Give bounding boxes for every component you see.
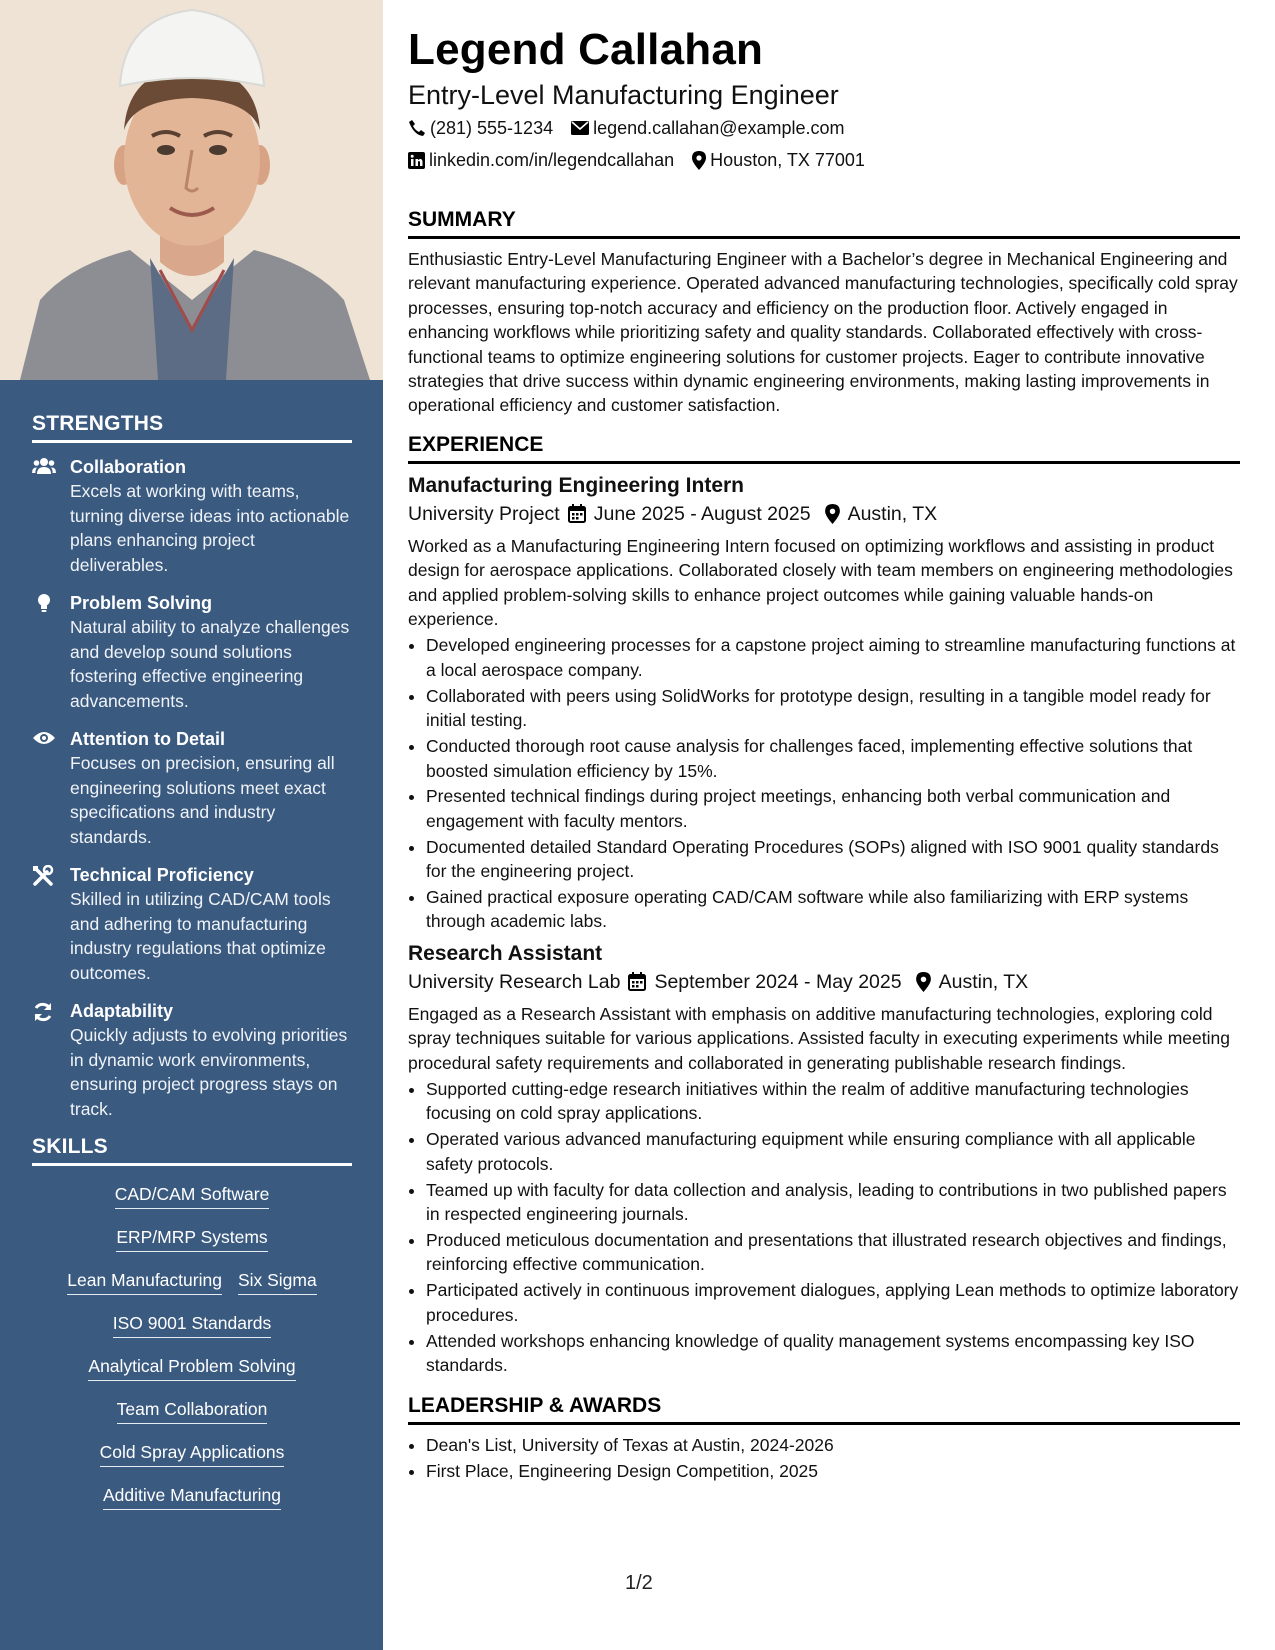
job-bullets: [408, 1077, 1240, 1377]
skill-tag: Lean Manufacturing: [67, 1268, 222, 1295]
location-contact: [692, 148, 865, 172]
strength-item: [32, 455, 352, 577]
bullet-item: • Developed engineering processes for a capstone project aiming to streamline manufacturing functions at a local aerospace company.: [426, 633, 1240, 682]
bullet-item: • Documented detailed Standard Operating Procedures (SOPs) aligned with ISO 9001 quality standards for the engineering project.: [426, 835, 1240, 884]
skill-tag: ERP/MRP Systems: [116, 1225, 267, 1252]
skill-tag: ISO 9001 Standards: [113, 1311, 272, 1338]
job-bullets: [408, 633, 1240, 933]
summary-section: [408, 207, 1240, 418]
page-number: 1/2: [625, 1572, 653, 1594]
job-location: Austin, TX: [938, 970, 1029, 993]
email-contact[interactable]: [571, 116, 844, 140]
job-meta: [408, 968, 1240, 996]
strength-title: Problem Solving: [70, 593, 213, 613]
location-text: Houston, TX 77001: [710, 150, 865, 170]
candidate-role: Entry-Level Manufacturing Engineer: [408, 80, 839, 110]
phone-icon: [408, 119, 426, 137]
linkedin-icon: [408, 152, 425, 169]
skill-tag: CAD/CAM Software: [115, 1182, 270, 1209]
contact-row: [408, 148, 1240, 172]
profile-photo: [0, 0, 383, 380]
strength-description: Quickly adjusts to evolving priorities in dynamic work environments, ensuring project progress stays on track.: [70, 1025, 348, 1119]
users-icon: [32, 455, 70, 577]
award-item: • Dean's List, University of Texas at Austin, 2024-2026: [426, 1433, 1240, 1457]
job-entry: [408, 472, 1240, 934]
sidebar-content: [32, 412, 352, 1526]
bullet-item: • Attended workshops enhancing knowledge of quality management systems encompassing key ISO standards.: [426, 1329, 1240, 1378]
envelope-icon: [571, 121, 589, 135]
linkedin-url: linkedin.com/in/legendcallahan: [429, 150, 675, 170]
summary-text: Enthusiastic Entry-Level Manufacturing Engineer with a Bachelor’s degree in Mechanical Engineering and relevant manufacturing experience. Operated advanced manufacturing technologies, specifically cold spray processes, ensuring top-notch accuracy and efficiency on the production floor. Actively engaged in enhancing workflows while prioritizing safety and quality standards. Collaborated effectively with cross-functional teams to optimize engineering solutions for customer projects. Eager to contribute innovative strategies that drive success within dynamic engineering environments, making lasting improvements in operational efficiency and customer satisfaction.: [408, 249, 1238, 416]
strength-item: [32, 591, 352, 713]
bullet-item: • Gained practical exposure operating CAD/CAM software while also familiarizing with ERP systems through academic labs.: [426, 885, 1240, 934]
strength-item: [32, 863, 352, 985]
eye-icon: [32, 727, 70, 849]
strength-description: Natural ability to analyze challenges and develop sound solutions fostering effective engineering advancements.: [70, 617, 350, 711]
leadership-heading: LEADERSHIP & AWARDS: [408, 1393, 1240, 1425]
job-title: Research Assistant: [408, 941, 603, 965]
candidate-name: Legend Callahan: [408, 25, 764, 74]
contact-row: [408, 116, 1240, 140]
sidebar: [0, 0, 383, 1650]
strength-item: [32, 727, 352, 849]
skill-tag: Cold Spray Applications: [100, 1440, 285, 1467]
tools-icon: [32, 863, 70, 985]
strength-description: Skilled in utilizing CAD/CAM tools and adhering to manufacturing industry regulations that optimize outcomes.: [70, 889, 331, 983]
job-meta: [408, 500, 1240, 528]
email-address: legend.callahan@example.com: [593, 118, 845, 138]
leadership-list: [408, 1433, 1240, 1483]
experience-section: [408, 432, 1240, 1378]
job-location: Austin, TX: [847, 502, 938, 525]
leadership-section: [408, 1393, 1240, 1483]
strength-description: Focuses on precision, ensuring all engineering solutions meet exact specifications and industry standards.: [70, 753, 335, 847]
job-organization: University Research Lab: [408, 970, 621, 993]
bullet-item: • Participated actively in continuous improvement dialogues, applying Lean methods to optimize laboratory procedures.: [426, 1278, 1240, 1327]
calendar-icon: [568, 504, 586, 523]
bullet-item: • Conducted thorough root cause analysis for challenges faced, implementing effective solutions that boosted simulation efficiency by 15%.: [426, 734, 1240, 783]
skill-tag: Six Sigma: [238, 1268, 317, 1295]
job-entry: [408, 940, 1240, 1378]
strength-item: [32, 999, 352, 1121]
job-title: Manufacturing Engineering Intern: [408, 473, 745, 497]
skill-tag: Analytical Problem Solving: [88, 1354, 295, 1381]
job-description: Engaged as a Research Assistant with emphasis on additive manufacturing technologies, exploring cold spray techniques suitable for various applications. Assisted faculty in executing experiments while meeting procedural safety requirements and collaborated in generating publishable research findings.: [408, 1003, 1230, 1073]
bullet-item: • Presented technical findings during project meetings, enhancing both verbal communication and engagement with faculty mentors.: [426, 784, 1240, 833]
bullet-item: • Collaborated with peers using SolidWorks for prototype design, resulting in a tangible model ready for initial testing.: [426, 684, 1240, 733]
map-pin-icon: [692, 151, 706, 170]
main-content: [408, 24, 1240, 1485]
bullet-item: • Supported cutting-edge research initiatives within the realm of additive manufacturing technologies focusing on cold spray applications.: [426, 1077, 1240, 1126]
skill-tag: Team Collaboration: [117, 1397, 268, 1424]
job-organization: University Project: [408, 502, 560, 525]
summary-heading: SUMMARY: [408, 207, 1240, 239]
experience-heading: EXPERIENCE: [408, 432, 1240, 464]
skills-heading: SKILLS: [32, 1135, 352, 1166]
map-pin-icon: [825, 504, 840, 524]
linkedin-contact[interactable]: [408, 148, 674, 172]
job-dates: June 2025 - August 2025: [593, 502, 811, 525]
bullet-item: • Teamed up with faculty for data collection and analysis, leading to contributions in two published papers in respected engineering journals.: [426, 1178, 1240, 1227]
skill-tag: Additive Manufacturing: [103, 1483, 281, 1510]
map-pin-icon: [916, 972, 931, 992]
lightbulb-icon: [32, 591, 70, 713]
phone-contact[interactable]: [408, 116, 553, 140]
job-dates: September 2024 - May 2025: [654, 970, 902, 993]
job-description: Worked as a Manufacturing Engineering Intern focused on optimizing workflows and assisting in product design for aerospace applications. Collaborated closely with team members on engineering methodologies and applied problem-solving skills to enhance project outcomes while gaining valuable hands-on experience.: [408, 535, 1233, 630]
award-item: • First Place, Engineering Design Competition, 2025: [426, 1459, 1240, 1483]
bullet-item: • Produced meticulous documentation and presentations that illustrated research objectives and findings, reinforcing effective communication.: [426, 1228, 1240, 1277]
sync-icon: [32, 999, 70, 1121]
strength-title: Collaboration: [70, 457, 186, 477]
strength-title: Technical Proficiency: [70, 865, 254, 885]
bullet-item: • Operated various advanced manufacturing equipment while ensuring compliance with all applicable safety protocols.: [426, 1127, 1240, 1176]
phone-number: (281) 555-1234: [430, 118, 554, 138]
calendar-icon: [628, 972, 646, 991]
strength-title: Attention to Detail: [70, 729, 225, 749]
skills-list: [32, 1178, 352, 1510]
strength-description: Excels at working with teams, turning diverse ideas into actionable plans enhancing project deliverables.: [70, 481, 350, 575]
portrait-illustration: [0, 0, 383, 380]
strength-title: Adaptability: [70, 1001, 174, 1021]
strengths-heading: STRENGTHS: [32, 412, 352, 443]
